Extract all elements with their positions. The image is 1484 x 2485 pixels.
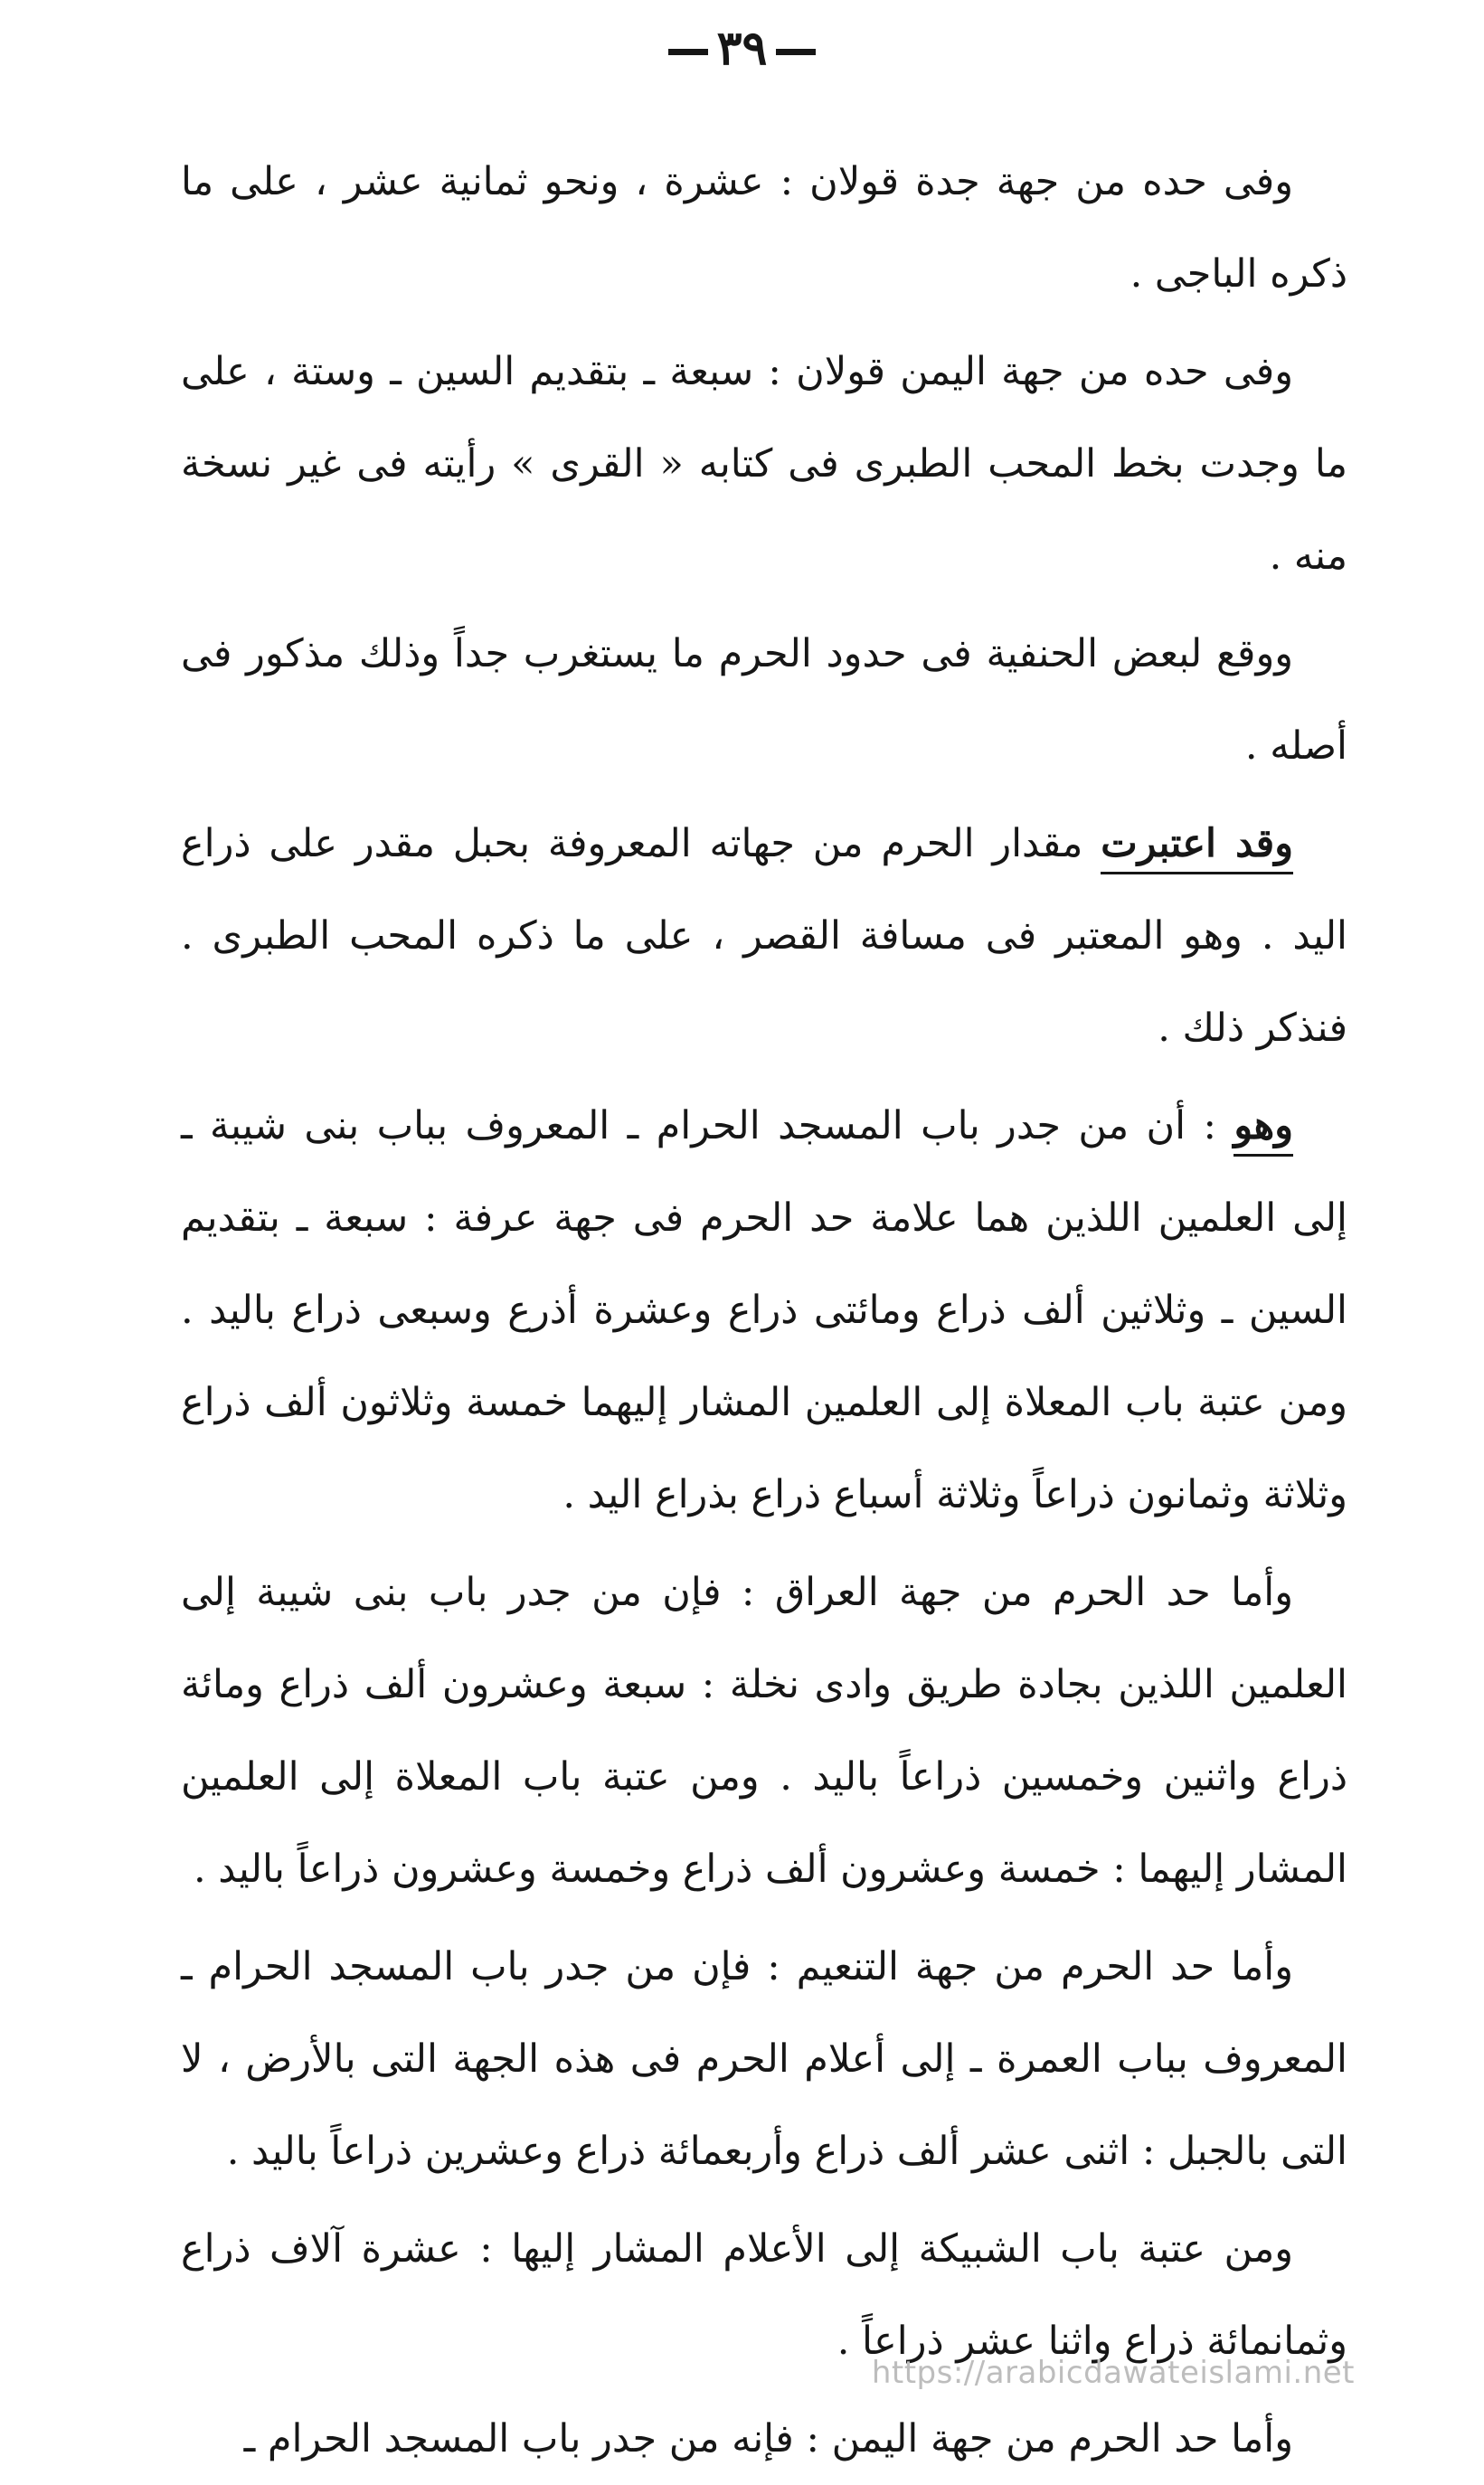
paragraph-yemen-distance-start: وأما حد الحرم من جهة اليمن : فإنه من جدر باب المسجد الحرام ـ — [243, 2416, 1293, 2461]
page-body-text — [181, 136, 1347, 2485]
source-url-watermark: https://arabicdawateislami.net — [871, 2355, 1355, 2391]
paragraph-arafah-boundary-text: : أن من جدر باب المسجد الحرام ـ المعروف بباب بنى شيبة ـ إلى العلمين اللذين هما علامة حد الحرم فى جهة عرفة : سبعة ـ بتقديم السين ـ وثلاثين ألف ذراع ومائتى ذراع وعشرة أذرع وسبعى ذراع باليد . ومن عتبة باب المعلاة إلى العلمين المشار إليهما خمسة وثلاثون ألف ذراع وثلاثة وثمانون ذراعاً وثلاثة أسباع ذراع بذراع اليد . — [181, 1103, 1347, 1517]
paragraph-iraq-boundary: وأما حد الحرم من جهة العراق : فإن من جدر باب بنى شيبة إلى العلمين اللذين بجادة طريق وادى نخلة : سبعة وعشرون ألف ذراع ومائة ذراع واثنين وخمسين ذراعاً باليد . ومن عتبة باب المعلاة إلى العلمين المشار إليهما : خمسة وعشرون ألف ذراع وخمسة وعشرون ذراعاً باليد . — [181, 1570, 1347, 1892]
paragraph-arafah-boundary — [181, 1080, 1347, 1541]
paragraph-measurement-method-text: مقدار الحرم من جهاته المعروفة بحبل مقدر على ذراع اليد . وهو المعتبر فى مسافة القصر ، على ما ذكره المحب الطبرى . فنذكر ذلك . — [181, 821, 1347, 1051]
page-number-dash-right — [776, 49, 816, 55]
underlined-word: وهو — [1234, 1103, 1293, 1157]
underlined-phrase: وقد اعتبرت — [1101, 821, 1293, 874]
page-number-dash-left — [668, 49, 708, 55]
page-number — [0, 21, 1484, 76]
paragraph-shubaykah-distance: ومن عتبة باب الشبيكة إلى الأعلام المشار إليها : عشرة آلاف ذراع وثمانمائة ذراع واثنا عشر ذراعاً . — [181, 2226, 1347, 2364]
paragraph-jeddah-boundary: وفى حده من جهة جدة قولان : عشرة ، ونحو ثمانية عشر ، على ما ذكره الباجى . — [181, 159, 1347, 297]
paragraph-tanim-boundary: وأما حد الحرم من جهة التنعيم : فإن من جدر باب المسجد الحرام ـ المعروف بباب العمرة ـ إلى أعلام الحرم فى هذه الجهة التى بالأرض ، لا التى بالجبل : اثنى عشر ألف ذراع وأربعمائة ذراع وعشرين ذراعاً باليد . — [181, 1944, 1347, 2174]
paragraph-measurement-method — [181, 798, 1347, 1074]
paragraph-yemen-boundary: وفى حده من جهة اليمن قولان : سبعة ـ بتقديم السين ـ وستة ، على ما وجدت بخط المحب الطبرى فى كتابه « القرى » رأيته فى غير نسخة منه . — [181, 349, 1347, 579]
paragraph-hanafi-note: ووقع لبعض الحنفية فى حدود الحرم ما يستغرب جداً وذلك مذكور فى أصله . — [181, 631, 1347, 769]
page-number-value: ٣٩ — [716, 21, 768, 76]
